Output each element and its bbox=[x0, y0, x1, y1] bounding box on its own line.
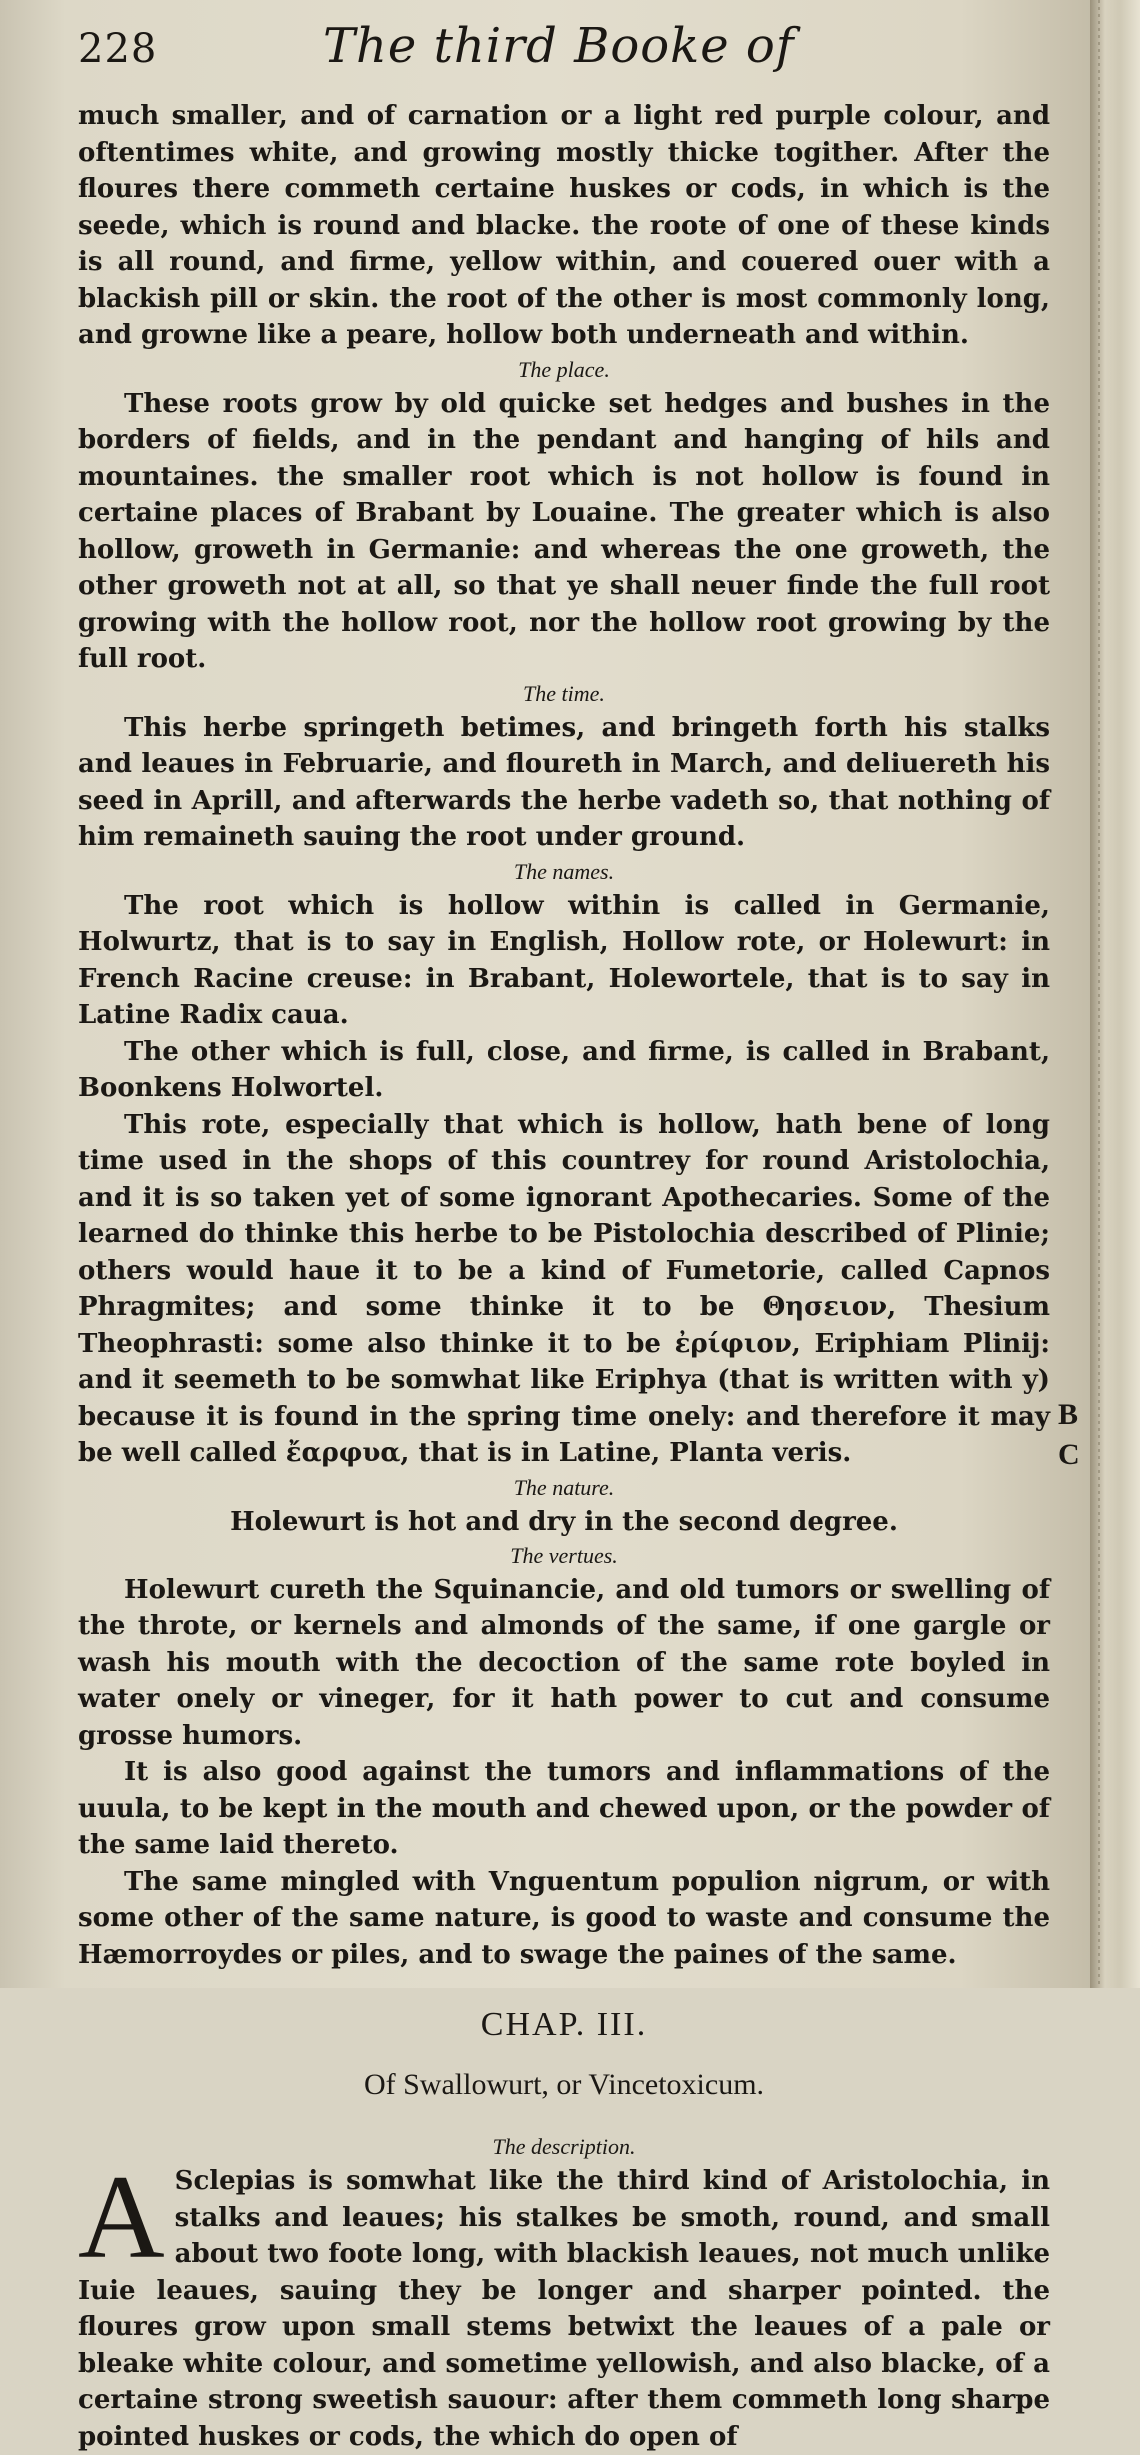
description-paragraph bbox=[78, 2150, 1050, 2455]
vertues-paragraph-2: It is also good against the tumors and inflammations of the uuula, to be kept in the mouth and chewed upon, or the powder of the same laid thereto. bbox=[78, 1757, 1050, 1860]
page-number: 228 bbox=[78, 26, 158, 72]
chapter-title: Of Swallowurt, or Vincetoxicum. bbox=[363, 2068, 765, 2101]
section-heading-time: The time. bbox=[523, 680, 605, 706]
section-heading-place: The place. bbox=[518, 356, 610, 382]
description-text: Sclepias is somwhat like the third kind of Aristolochia, in stalks and leaues; his stalkes be smoth, round, and small about two foote long, with blackish leaues, not much unlike Iuie leaues, sauing they be longer and sharper pointed. the floures grow upon small stems betwixt the leaues of a pale or bleake white colour, and sometime yellowish, and also blacke, of a certaine strong sweetish sauour: after them commeth long sharpe pointed huskes or cods, the which do open of bbox=[78, 2166, 1050, 2452]
section-heading-vertues: The vertues. bbox=[510, 1542, 618, 1568]
nature-statement: Holewurt is hot and dry in the second degree. bbox=[230, 1506, 898, 1537]
names-paragraph-1: The root which is hollow within is called in Germanie, Holwurtz, that is to say in English, Hollow rote, or Holewurt: in French Racine creuse: in Brabant, Holewortele, that is to say in Latine Radix caua. bbox=[78, 890, 1050, 1030]
drop-cap: A bbox=[78, 2150, 165, 2283]
book-title: The third Booke of bbox=[323, 18, 795, 74]
margin-letter-b: B bbox=[1058, 1398, 1079, 1431]
section-heading-nature: The nature. bbox=[513, 1474, 615, 1500]
section-heading-description: The description. bbox=[492, 2134, 636, 2159]
vertues-paragraph-3: The same mingled with Vnguentum populion nigrum, or with some other of the same nature, is good to waste and consume the Hæmorroydes or piles, and to swage the paines of the same. bbox=[78, 1866, 1050, 1970]
time-paragraph: This herbe springeth betimes, and bringeth forth his stalks and leaues in Februarie, and floureth in March, and deliuereth his seed in Aprill, and afterwards the herbe vadeth so, that nothing of him remaineth sauing the root under ground. bbox=[78, 712, 1050, 852]
margin-letter-c: C bbox=[1058, 1438, 1080, 1471]
page-edge bbox=[1090, 0, 1140, 1988]
running-head bbox=[78, 18, 1050, 98]
section-heading-names: The names. bbox=[513, 858, 615, 884]
chapter-number: CHAP. III. bbox=[480, 2006, 648, 2043]
names-paragraph-2: The other which is full, close, and firme, is called in Brabant, Boonkens Holwortel. bbox=[78, 1036, 1050, 1103]
place-paragraph: These roots grow by old quicke set hedges and bushes in the borders of fields, and in the pendant and hanging of hils and mountaines. the smaller root which is not hollow is found in certaine places of Brabant by Louaine. The greater which is also hollow, groweth in Germanie: and whereas the one groweth, the other groweth not at all, so that ye shall neuer finde the full root growing with the hollow root, nor the hollow root growing by the full root. bbox=[78, 388, 1050, 674]
intro-paragraph: much smaller, and of carnation or a light red purple colour, and oftentimes white, and growing mostly thicke togither. After the floures there commeth certaine huskes or cods, in which is the seede, which is round and blacke. the roote of one of these kinds is all round, and firme, yellow within, and couered ouer with a blackish pill or skin. the root of the other is most commonly long, and growne like a peare, hollow both underneath and within. bbox=[78, 101, 1050, 350]
vertues-paragraph-1: Holewurt cureth the Squinancie, and old tumors or swelling of the throte, or kernels and almonds of the same, if one gargle or wash his mouth with the decoction of the same rote boyled in water onely or vineger, for it hath power to cut and consume grosse humors. bbox=[78, 1574, 1050, 1751]
names-paragraph-3: This rote, especially that which is hollow, hath bene of long time used in the shops of this countrey for round Aristolochia, and it is so taken yet of some ignorant Apothecaries. Some of the learned do thinke this herbe to be Pistolochia described of Plinie; others would haue it to be a kind of Fumetorie, called Capnos Phragmites; and some thinke it to be Θησειον, Thesium Theophrasti: some also thinke it to be ἐρίφιον, Eriphiam Plinij: and it seemeth to be somwhat like Eriphya (that is written with y) because it is found in the spring time onely: and therefore it may be well called ἔαρφυα, that is in Latine, Planta veris. bbox=[78, 1109, 1050, 1468]
